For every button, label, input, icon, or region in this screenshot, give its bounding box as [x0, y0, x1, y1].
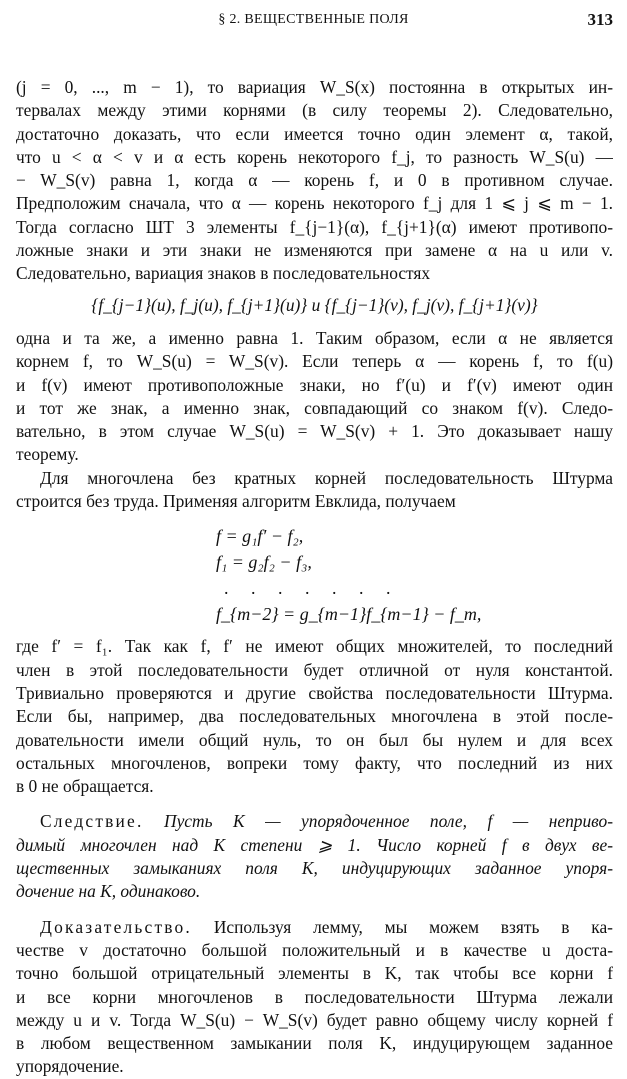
text-line: честве v достаточно большой положительный и в качестве u доста- [16, 939, 613, 960]
text-line: точно большой отрицательный элементы в K, так чтобы все корни f [16, 963, 613, 984]
text-line: в любом вещественном замыкании поля K, индуцирующем заданное [16, 1033, 613, 1054]
corollary-label: Следствие. [40, 811, 144, 832]
paragraph-2 [16, 327, 613, 467]
text-line: в 0 не обращается. [16, 776, 154, 797]
equation-line: f_{m−2} = g_{m−1}f_{m−1} − f_m, [216, 604, 482, 625]
sign-sequences-formula: {f_{j−1}(u), f_j(u), f_{j+1}(u)} и {f_{j−1}(v), f_j(v), f_{j+1}(v)} [91, 294, 538, 315]
text-line: строится без труда. Применяя алгоритм Евклида, получаем [16, 491, 456, 512]
text-line: дочение на K, одинаково. [16, 881, 201, 902]
text-line: вательно, в этом случае W_S(u) = W_S(v) + 1. Это доказывает нашу [16, 421, 613, 442]
paragraph-3 [16, 467, 613, 514]
text-line: Тогда согласно ШТ 3 элементы f_{j−1}(α), f_{j+1}(α) имеют противопо- [16, 216, 613, 237]
equation-ellipsis: . . . . . . . [224, 578, 400, 599]
text-line: между u и v. Тогда W_S(u) − W_S(v) будет равно общему числу корней f [16, 1009, 613, 1030]
text-line: Для многочлена без кратных корней последовательность Штурма [40, 467, 613, 488]
text-line: димый многочлен над K степени ⩾ 1. Число корней f в двух ве- [16, 834, 613, 855]
text-line: ложные знаки и эти знаки не изменяются при замене α на u или v. [16, 240, 613, 261]
text-line: и f(v) имеют противоположные знаки, но f′(u) и f′(v) имеют один [16, 374, 613, 395]
section-title: § 2. ВЕЩЕСТВЕННЫЕ ПОЛЯ [218, 12, 409, 27]
text-line: и все корни многочленов в последовательности Штурма лежали [16, 986, 613, 1007]
equation-line: f = g₁f′ − f₂, [216, 526, 304, 547]
text-line: довательности имели общий нуль, то он был бы нулем и для всех [16, 729, 613, 750]
text-line: упорядочение. [16, 1056, 124, 1077]
corollary-text: Пусть K — упорядоченное поле, f — неприво- [164, 811, 613, 832]
text-line: корнем f, то W_S(u) = W_S(v). Если теперь α — корень f, то f(u) [16, 351, 613, 372]
running-header [0, 0, 627, 40]
page-number: 313 [587, 10, 613, 29]
text-line: одна и та же, а именно равна 1. Таким образом, если α не является [16, 327, 613, 348]
text-line [16, 810, 613, 833]
text-line: Если бы, например, два последовательных многочлена в этой после- [16, 706, 613, 727]
text-line: (j = 0, ..., m − 1), то вариация W_S(x) постоянна в открытых ин- [16, 77, 613, 97]
proof-label: Доказательство. [40, 916, 192, 937]
text-line: тервалах между этими корнями (в силу теоремы 2). Следовательно, [16, 100, 613, 121]
euclid-equations [216, 523, 613, 627]
paragraph-4 [16, 635, 613, 798]
text-line: где f′ = f₁. Так как f, f′ не имеют общих множителей, то последний [16, 636, 613, 657]
proof [16, 916, 613, 1079]
text-line: достаточно доказать, что если имеется точно один элемент α, такой, [16, 123, 613, 144]
text-line: − W_S(v) равна 1, когда α — корень f, и 0 в противном случае. [16, 170, 613, 191]
paragraph-1 [16, 76, 613, 286]
text-line: Тривиально проверяются и другие свойства последовательности Штурма. [16, 682, 613, 703]
text-line: щественных замыканиях поля K, индуцирующих заданное упоря- [16, 858, 613, 879]
text-line: Следовательно, вариация знаков в последовательностях [16, 263, 431, 284]
text-line: что u < α < v и α есть корень некоторого f_j, то разность W_S(u) — [16, 146, 613, 167]
corollary [16, 810, 613, 903]
text-line: Предположим сначала, что α — корень некоторого f_j для 1 ⩽ j ⩽ m − 1. [16, 193, 613, 214]
text-line [16, 916, 613, 939]
equation-line: f₁ = g₂f₂ − f₃, [216, 552, 312, 573]
page-body [16, 76, 613, 1079]
text-line: теорему. [16, 444, 79, 465]
text-line: член в этой последовательности будет отличной от нуля константой. [16, 659, 613, 680]
proof-text: Используя лемму, мы можем взять в ка- [213, 916, 613, 937]
text-line: и тот же знак, а именно знак, совпадающий со знаком f(v). Следо- [16, 397, 613, 418]
text-line: остальных многочленов, вопреки тому факту, что последний из них [16, 752, 613, 773]
